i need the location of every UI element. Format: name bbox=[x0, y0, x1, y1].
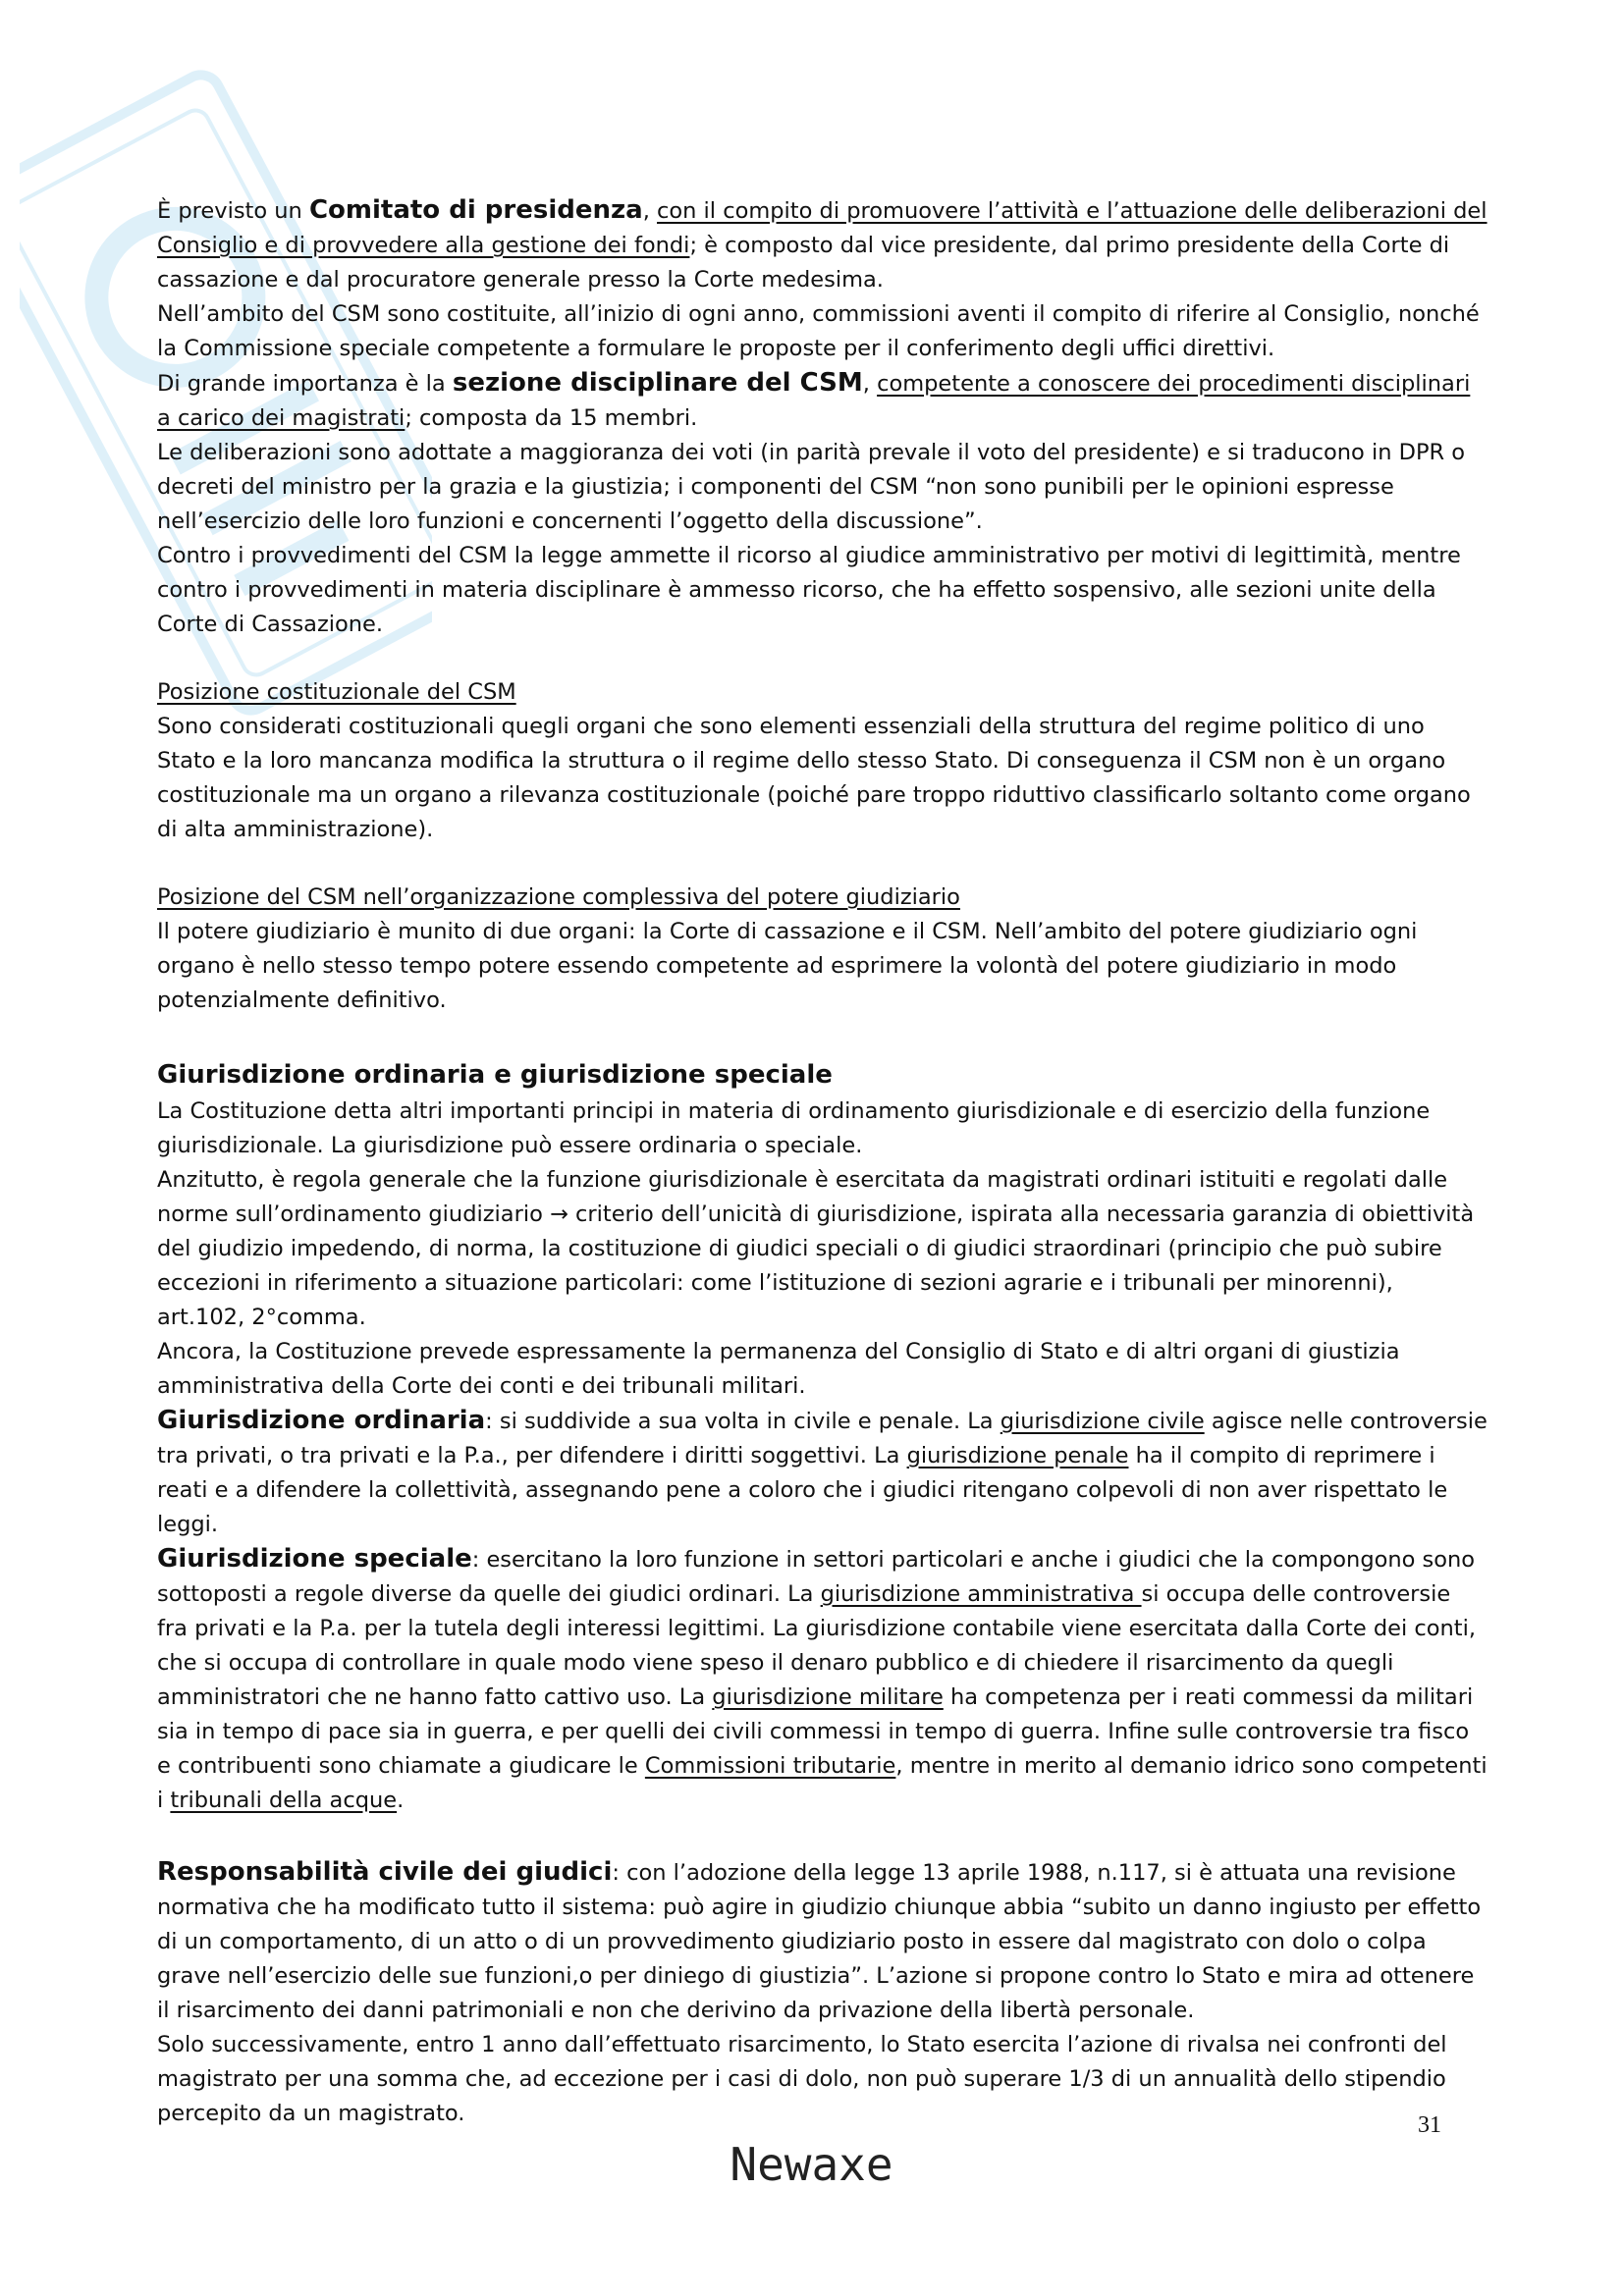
text: È previsto un bbox=[157, 198, 309, 224]
underlined-text: giurisdizione amministrativa bbox=[820, 1581, 1142, 1607]
document-body bbox=[157, 193, 1488, 2131]
text: ha competenza per i reati commessi da militari sia in tempo di pace sia in guerra, e per quelli dei civili commessi in tempo di guerra. Infine sulle controversie tra fisco e contribuenti sono chiamate a giudicare le bbox=[157, 1684, 1474, 1779]
paragraph-posizione-costituzionale: Sono considerati costituzionali quegli organi che sono elementi essenziali della struttura del regime politico di uno Stato e la loro mancanza modifica la struttura o il regime dello stesso Stato. Di conseguenza il CSM non è un organo costituzionale ma un organo a rilevanza costituzionale (poiché pare troppo riduttivo classificarlo soltanto come organo di alta amministrazione). bbox=[157, 714, 1471, 842]
term-comitato-presidenza: Comitato di presidenza bbox=[308, 195, 643, 225]
paragraph-posizione-organizzazione: Il potere giudiziario è munito di due organi: la Corte di cassazione e il CSM. Nell’ambito del potere giudiziario ogni organo è nello stesso tempo potere essendo competente ad esprimere la volontà del potere giudiziario in modo potenzialmente definitivo. bbox=[157, 919, 1418, 1013]
underlined-text: competente a conoscere dei procedimenti disciplinari a carico dei magistrati bbox=[157, 371, 1471, 431]
paragraph-rivalsa: Solo successivamente, entro 1 anno dall’effettuato risarcimento, lo Stato esercita l’azione di rivalsa nei confronti del magistrato per una somma che, ad eccezione per i casi di dolo, non può superare 1/3 di un annualità dello stipendio percepito da un magistrato. bbox=[157, 2032, 1447, 2126]
text: Di grande importanza è la bbox=[157, 371, 453, 397]
paragraph-ancora: Ancora, la Costituzione prevede espressamente la permanenza del Consiglio di Stato e di altri organi di giustizia amministrativa della Corte dei conti e dei tribunali militari. bbox=[157, 1339, 1400, 1399]
text: : si suddivide a sua volta in civile e penale. La bbox=[485, 1409, 1001, 1434]
text: , bbox=[642, 198, 657, 224]
underlined-text: Commissioni tributarie bbox=[644, 1753, 896, 1779]
paragraph-provvedimenti: Contro i provvedimenti del CSM la legge ammette il ricorso al giudice amministrativo per motivi di legittimità, mentre contro i provvedimenti in materia disciplinare è ammesso ricorso, che ha effetto sospensivo, alle sezioni unite della Corte di Cassazione. bbox=[157, 543, 1461, 637]
subtitle-posizione-costituzionale: Posizione costituzionale del CSM bbox=[157, 679, 516, 705]
text: , mentre in merito al demanio idrico sono competenti i bbox=[157, 1753, 1488, 1813]
text: , bbox=[862, 371, 878, 397]
underlined-text: giurisdizione penale bbox=[906, 1443, 1129, 1468]
underlined-text: giurisdizione militare bbox=[712, 1684, 944, 1710]
text: agisce nelle controversie tra privati, o tra privati e la P.a., per difendere i diritti soggettivi. La bbox=[157, 1409, 1488, 1468]
text: : con l’adozione della legge 13 aprile 1988, n.117, si è attuata una revisione normativa che ha modificato tutto il sistema: può agire in giudizio chiunque abbia “subito un danno ingiusto per effetto di un comportamento, di un atto o di un provvedimento giudiziario posto in essere dal magistrato con dolo o colpa grave nell’esercizio delle sue funzioni,o per diniego di giustizia”. L’azione si propone contro lo Stato e mira ad ottenere il risarcimento dei danni patrimoniali e non che derivino da privazione della libertà personale. bbox=[157, 1860, 1482, 2023]
page-number: 31 bbox=[1418, 2112, 1441, 2138]
paragraph-giurisdizione-ordinaria bbox=[157, 1404, 1488, 1542]
paragraph-responsabilita bbox=[157, 1855, 1488, 2028]
paragraph-giurisdizione-speciale bbox=[157, 1542, 1488, 1818]
text: ; composta da 15 membri. bbox=[405, 405, 698, 431]
paragraph-deliberazioni: Le deliberazioni sono adottate a maggioranza dei voti (in parità prevale il voto del presidente) e si traducono in DPR o decreti del ministro per la grazia e la giustizia; i componenti del CSM “non sono punibili per le opinioni espresse nell’esercizio delle loro funzioni e concernenti l’oggetto della discussione”. bbox=[157, 440, 1466, 534]
paragraph-comitato bbox=[157, 193, 1488, 297]
term-responsabilita-civile: Responsabilità civile dei giudici bbox=[157, 1857, 613, 1887]
term-giurisdizione-speciale: Giurisdizione speciale bbox=[157, 1544, 472, 1574]
paragraph-costituzione-principi: La Costituzione detta altri importanti principi in materia di ordinamento giurisdizionale e di esercizio della funzione giurisdizionale. La giurisdizione può essere ordinaria o speciale. bbox=[157, 1098, 1431, 1158]
term-sezione-disciplinare: sezione disciplinare del CSM bbox=[452, 368, 863, 398]
text: ; è composto dal vice presidente, dal primo presidente della Corte di cassazione e dal procuratore generale presso la Corte medesima. bbox=[157, 233, 1450, 293]
text: : esercitano la loro funzione in settori particolari e anche i giudici che la compongono sono sottoposti a regole diverse da quelle dei giudici ordinari. La bbox=[157, 1547, 1476, 1607]
paragraph-commissioni: Nell’ambito del CSM sono costituite, all’inizio di ogni anno, commissioni aventi il compito di riferire al Consiglio, nonché la Commissione speciale competente a formulare le proposte per il conferimento degli uffici direttivi. bbox=[157, 301, 1480, 361]
paragraph-anzitutto: Anzitutto, è regola generale che la funzione giurisdizionale è esercitata da magistrati ordinari istituiti e regolati dalle norme sull’ordinamento giudiziario → criterio dell’unicità di giurisdizione, ispirata alla necessaria garanzia di obiettività del giudizio impedendo, di norma, la costituzione di giudici speciali o di giudici straordinari (principio che può subire eccezioni in riferimento a situazione particolari: come l’istituzione di sezioni agrarie e i tribunali per minorenni), art.102, 2°comma. bbox=[157, 1167, 1475, 1330]
underlined-text: tribunali della acque bbox=[170, 1788, 398, 1813]
text: ha il compito di reprimere i reati e a difendere la collettività, assegnando pene a coloro che i giudici ritengano colpevoli di non aver rispettato le leggi. bbox=[157, 1443, 1448, 1537]
term-giurisdizione-ordinaria: Giurisdizione ordinaria bbox=[157, 1406, 486, 1435]
underlined-text: con il compito di promuovere l’attività e l’attuazione delle deliberazioni del Consiglio e di provvedere alla gestione dei fondi bbox=[157, 198, 1488, 258]
subtitle-posizione-organizzazione: Posizione del CSM nell’organizzazione complessiva del potere giudiziario bbox=[157, 884, 960, 910]
paragraph-sezione-disciplinare bbox=[157, 366, 1488, 436]
footer-brand: Newaxe bbox=[730, 2138, 893, 2191]
section-heading-giurisdizione: Giurisdizione ordinaria e giurisdizione speciale bbox=[157, 1060, 833, 1090]
text: . bbox=[397, 1788, 405, 1813]
text: si occupa delle controversie fra privati e la P.a. per la tutela degli interessi legittimi. La giurisdizione contabile viene esercitata dalla Corte dei conti, che si occupa di controllare in quale modo viene speso il denaro pubblico e di chiedere il risarcimento da quegli amministratori che ne hanno fatto cattivo uso. La bbox=[157, 1581, 1476, 1710]
underlined-text: giurisdizione civile bbox=[1000, 1409, 1205, 1434]
